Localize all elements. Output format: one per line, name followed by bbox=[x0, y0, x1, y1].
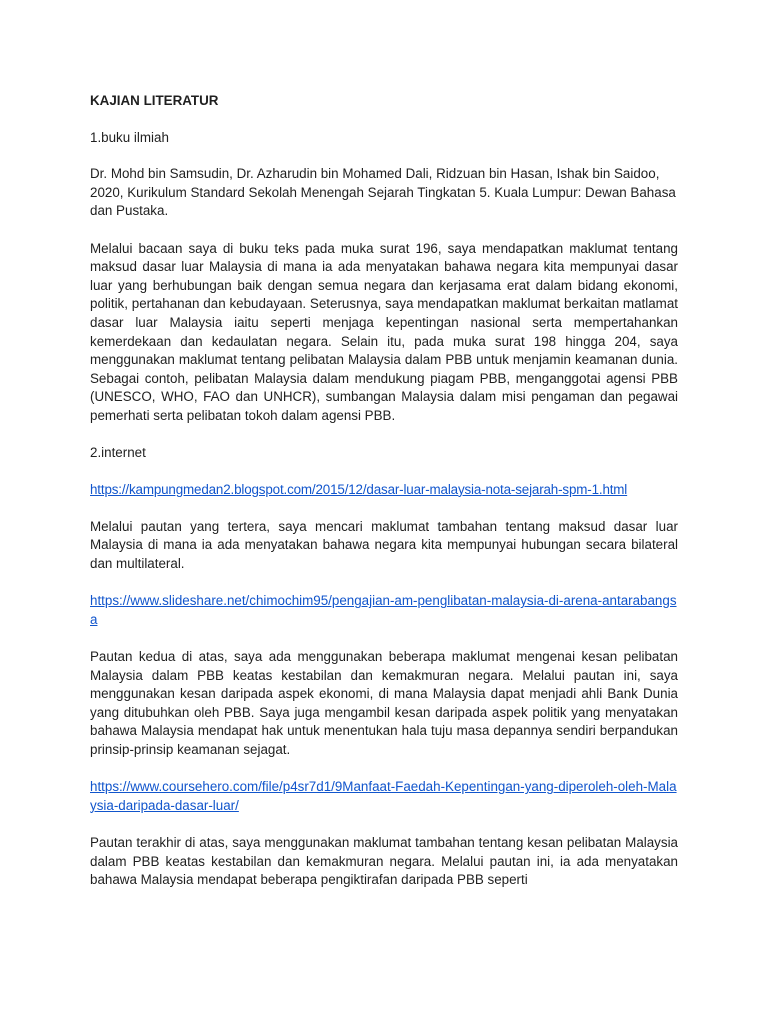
link-3-paragraph: Pautan terakhir di atas, saya menggunakan maklumat tambahan tentang kesan pelibatan Malaysia dalam PBB keatas kestabilan dan kemakmuran negara. Melalui pautan ini, ia ada menyatakan bahawa Malaysia mendapat beberapa pengiktirafan daripada PBB seperti bbox=[90, 834, 678, 888]
section-title-internet: 2.internet bbox=[90, 445, 146, 461]
reference-link-3[interactable]: https://www.coursehero.com/file/p4sr7d1/9Manfaat-Faedah-Kepentingan-yang-diperoleh-oleh-Malaysia-daripada-dasar-luar/ bbox=[90, 779, 677, 813]
reference-link-2[interactable]: https://www.slideshare.net/chimochim95/pengajian-am-penglibatan-malaysia-di-arena-antarabangsa bbox=[90, 593, 677, 627]
book-paragraph: Melalui bacaan saya di buku teks pada muka surat 196, saya mendapatkan maklumat tentang maksud dasar luar Malaysia di mana ia ada menyatakan bahawa negara kita mempunyai dasar luar yang berhubungan baik dengan semua negara dan kerjasama erat dalam bidang ekonomi, politik, pertahanan dan kebudayaan. Seterusnya, saya mendapatkan maklumat berkaitan matlamat dasar luar Malaysia iaitu seperti menjaga kepentingan nasional serta mempertahankan kemerdekaan dan kedaulatan negara. Selain itu, pada muka surat 198 hingga 204, saya menggunakan maklumat tentang pelibatan Malaysia dalam PBB untuk menjamin keamanan dunia. Sebagai contoh, pelibatan Malaysia dalam mendukung piagam PBB, menganggotai agensi PBB (UNESCO, WHO, FAO dan UNHCR), sumbangan Malaysia dalam misi pengaman dan pegawai pemerhati serta pelibatan tokoh dalam agensi PBB. bbox=[90, 240, 678, 423]
link-1-paragraph: Melalui pautan yang tertera, saya mencari maklumat tambahan tentang maksud dasar luar Malaysia di mana ia ada menyatakan bahawa negara kita mempunyai hubungan secara bilateral dan multilateral. bbox=[90, 518, 678, 572]
document-heading: KAJIAN LITERATUR bbox=[90, 93, 219, 108]
book-reference: Dr. Mohd bin Samsudin, Dr. Azharudin bin Mohamed Dali, Ridzuan bin Hasan, Ishak bin Saidoo, 2020, Kurikulum Standard Sekolah Menengah Sejarah Tingkatan 5. Kuala Lumpur: Dewan Bahasa dan Pustaka. bbox=[90, 166, 676, 219]
link-2-paragraph: Pautan kedua di atas, saya ada menggunakan beberapa maklumat mengenai kesan pelibatan Malaysia dalam PBB keatas kestabilan dan kemakmuran negara. Melalui pautan ini, saya menggunakan kesan daripada aspek ekonomi, di mana Malaysia dapat menjadi ahli Bank Dunia yang ditubuhkan oleh PBB. Saya juga mengambil kesan daripada aspek politik yang menyatakan bahawa Malaysia mendapat hak untuk menentukan hala tuju masa depannya sendiri berpandukan prinsip-prinsip keamanan sejagat. bbox=[90, 649, 678, 757]
section-title-book: 1.buku ilmiah bbox=[90, 129, 169, 145]
reference-link-1[interactable]: https://kampungmedan2.blogspot.com/2015/12/dasar-luar-malaysia-nota-sejarah-spm-1.html bbox=[90, 481, 628, 497]
